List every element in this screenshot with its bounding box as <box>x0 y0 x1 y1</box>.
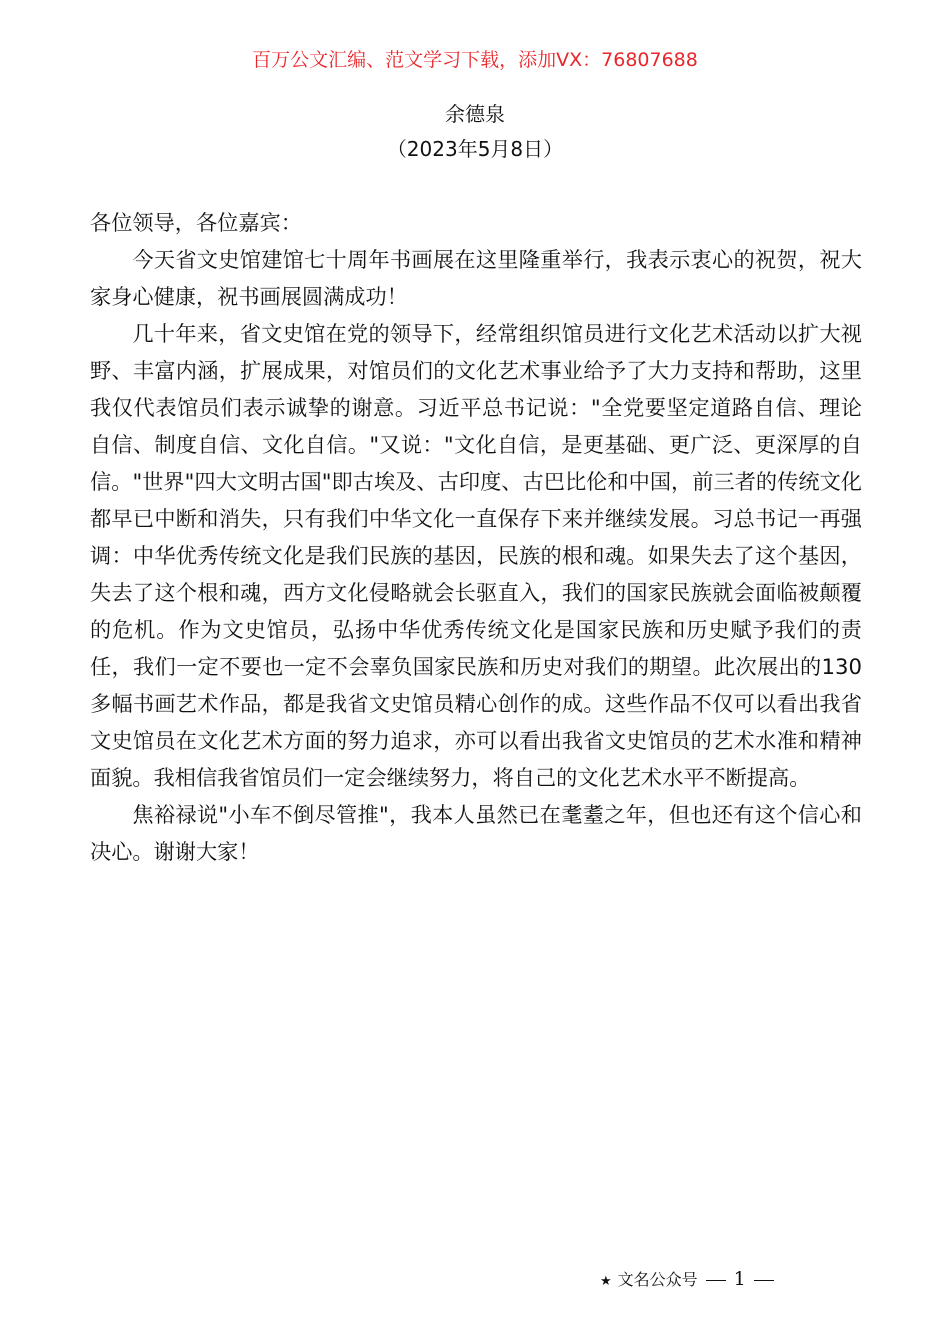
salutation: 各位领导，各位嘉宾： <box>90 210 302 235</box>
page-number: 1 <box>733 1268 746 1290</box>
star-icon: ★ <box>600 1274 612 1289</box>
header-banner: 百万公文汇编、范文学习下载，添加VX：76807688 <box>252 49 698 71</box>
speech-date: （2023年5月8日） <box>386 137 564 161</box>
page-footer <box>600 1264 840 1294</box>
dash-divider <box>706 1280 726 1281</box>
author-name: 余德泉 <box>445 102 505 126</box>
footer-source: 文名公众号 <box>617 1270 698 1289</box>
dash-divider <box>754 1280 774 1281</box>
speech-body <box>90 204 862 870</box>
paragraph-1: 今天省文史馆建馆七十周年书画展在这里隆重举行，我表示衷心的祝贺，祝大家身心健康，祝书画展圆满成功！ <box>90 247 862 309</box>
paragraph-3: 焦裕禄说"小车不倒尽管推"，我本人虽然已在耄耋之年，但也还有这个信心和决心。谢谢大家！ <box>90 802 862 864</box>
paragraph-2: 几十年来，省文史馆在党的领导下，经常组织馆员进行文化艺术活动以扩大视野、丰富内涵，扩展成果，对馆员们的文化艺术事业给予了大力支持和帮助，这里我仅代表馆员们表示诚挚的谢意。习近平总书记说："全党要坚定道路自信、理论自信、制度自信、文化自信。"又说："文化自信，是更基础、更广泛、更深厚的自信。"世界"四大文明古国"即古埃及、古印度、古巴比伦和中国，前三者的传统文化都早已中断和消失，只有我们中华文化一直保存下来并继续发展。习总书记一再强调：中华优秀传统文化是我们民族的基因，民族的根和魂。如果失去了这个基因，失去了这个根和魂，西方文化侵略就会长驱直入，我们的国家民族就会面临被颠覆的危机。作为文史馆员，弘扬中华优秀传统文化是国家民族和历史赋予我们的责任，我们一定不要也一定不会辜负国家民族和历史对我们的期望。此次展出的130多幅书画艺术作品，都是我省文史馆员精心创作的成。这些作品不仅可以看出我省文史馆员在文化艺术方面的努力追求，亦可以看出我省文史馆员的艺术水准和精神面貌。我相信我省馆员们一定会继续努力，将自己的文化艺术水平不断提高。 <box>90 321 862 790</box>
